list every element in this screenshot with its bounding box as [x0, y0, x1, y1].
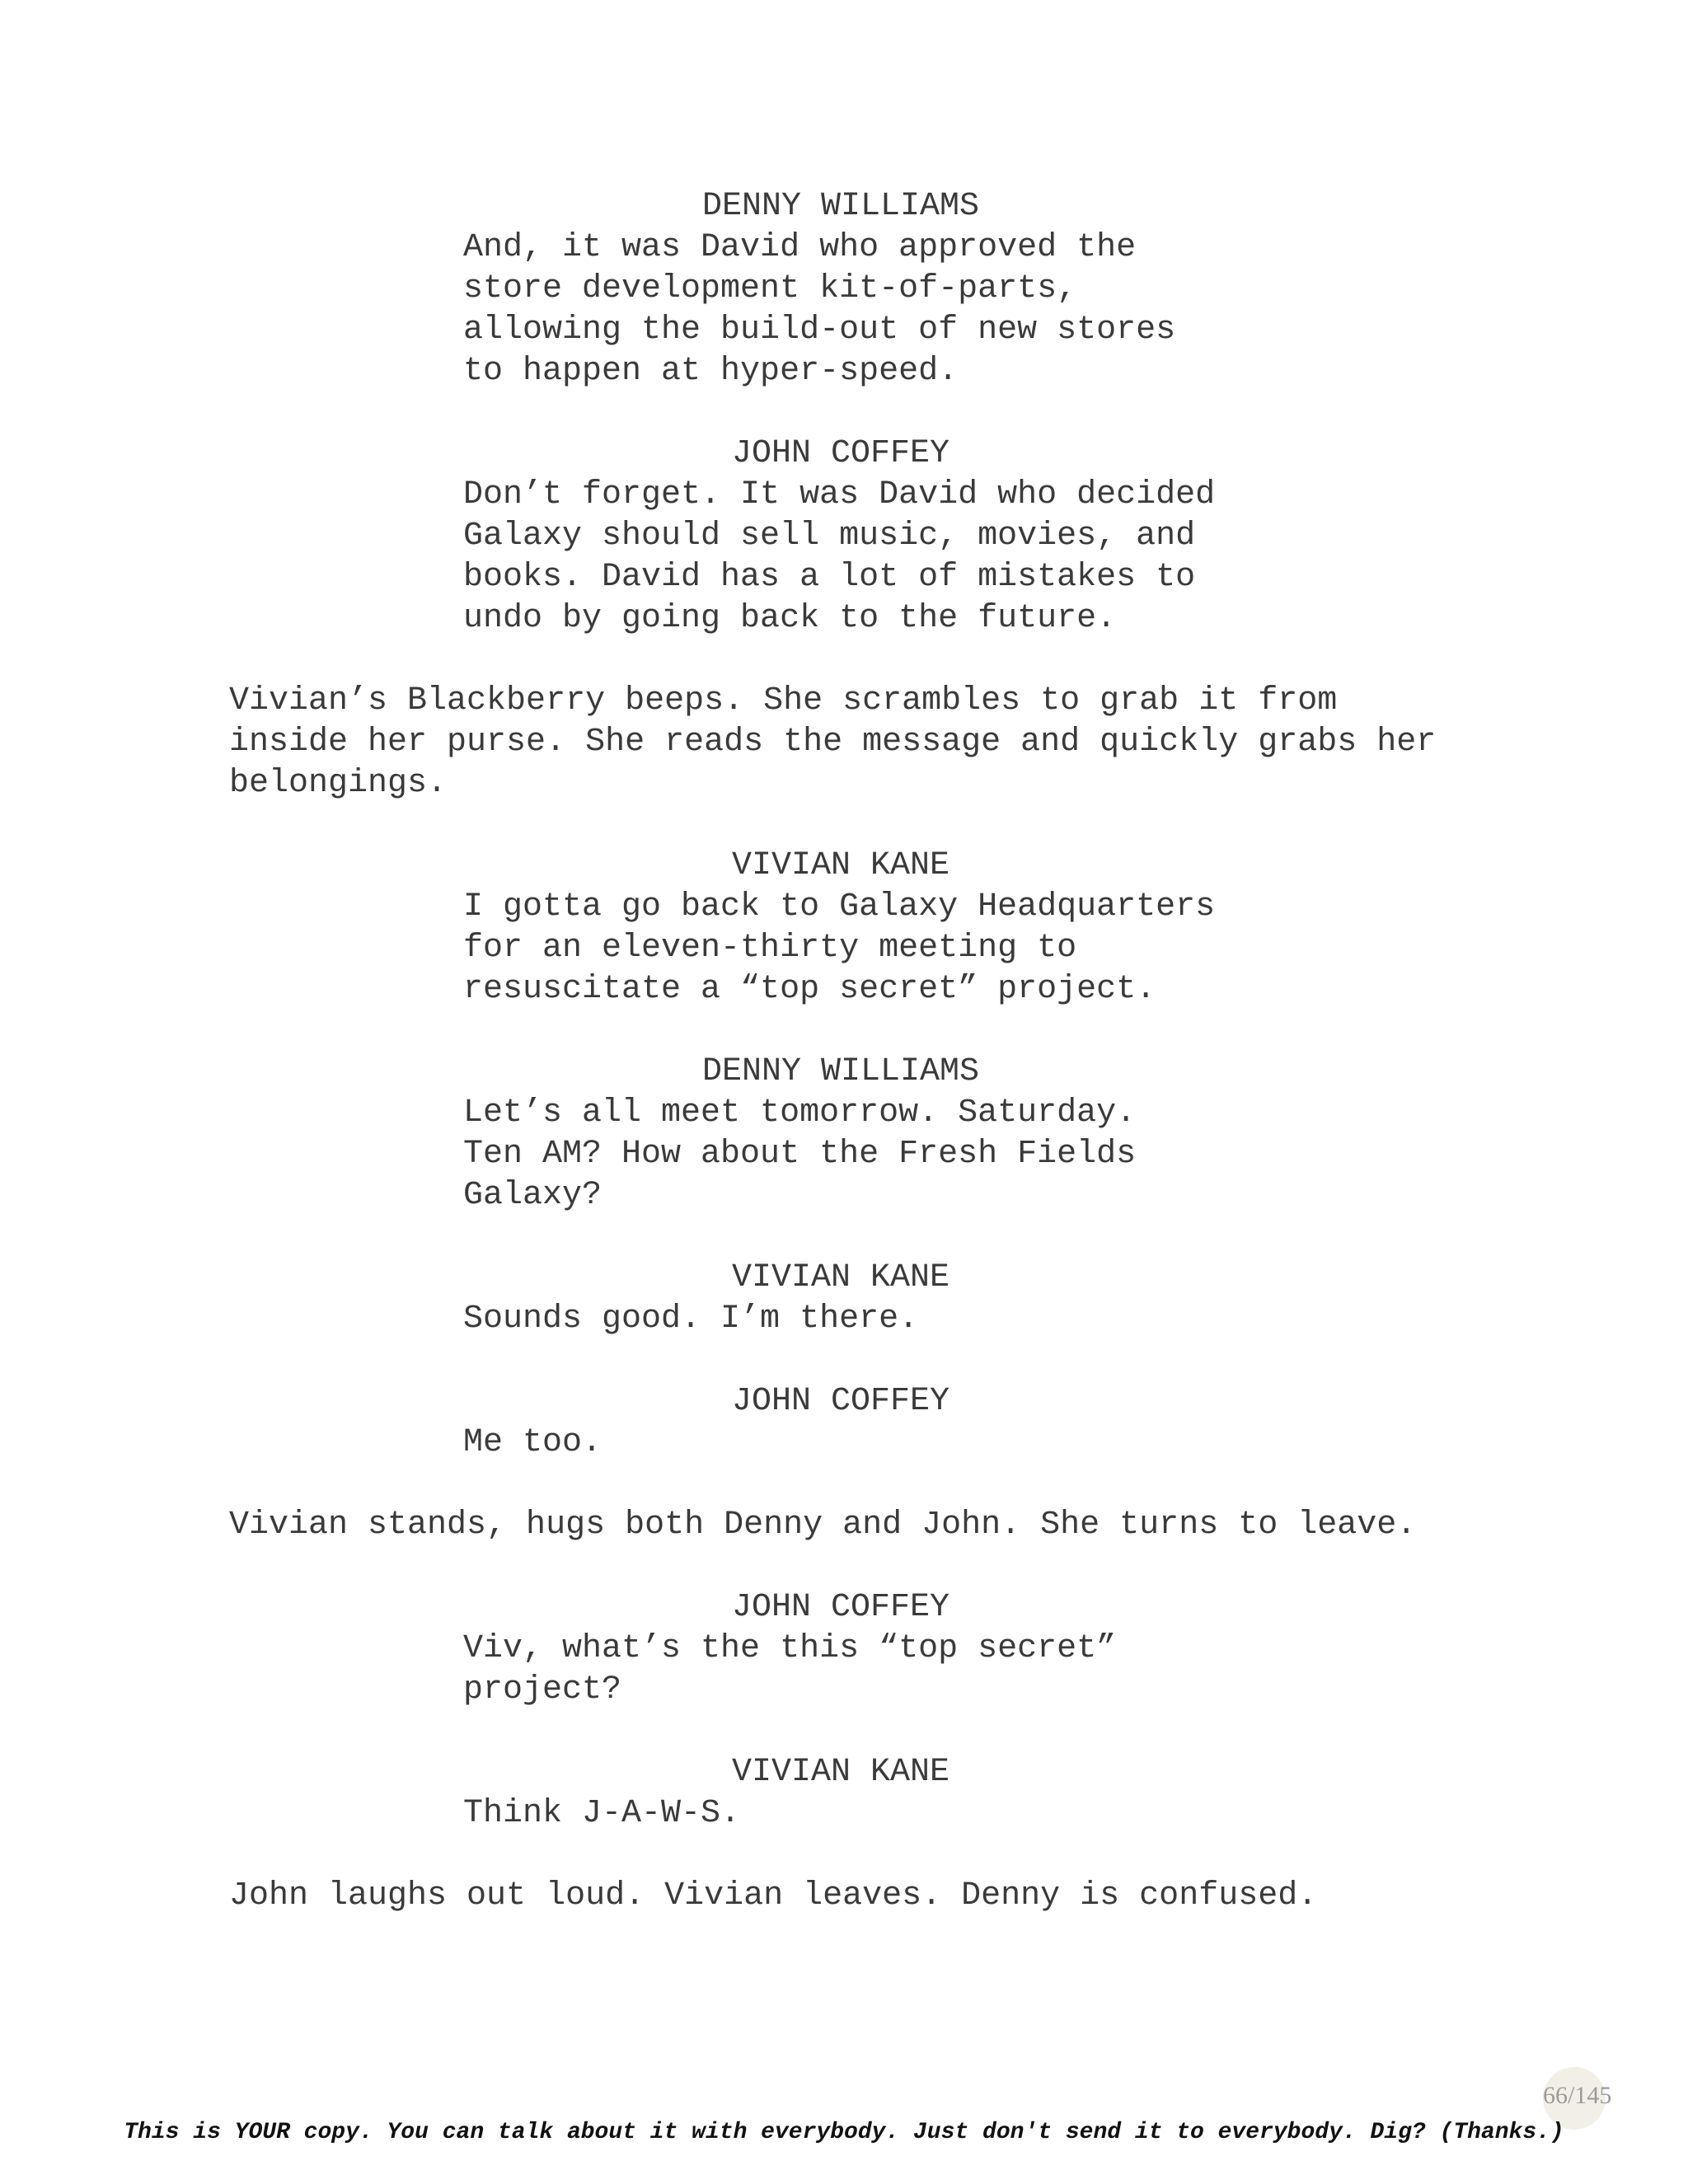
character-cue: JOHN COFFEY — [732, 1383, 950, 1420]
page-number: 66/145 — [1543, 2082, 1612, 2109]
dialogue-line: Think J-A-W-S. — [463, 1795, 741, 1832]
dialogue-line: allowing the build-out of new stores — [463, 312, 1176, 349]
character-cue: DENNY WILLIAMS — [702, 1053, 980, 1090]
action-line: belongings. — [229, 765, 448, 802]
character-cue: JOHN COFFEY — [732, 1589, 950, 1626]
dialogue-line: for an eleven-thirty meeting to — [463, 930, 1077, 967]
footer-note: This is YOUR copy. You can talk about it with everybody. Just don't send it to everybody. Dig? (Thanks.) — [124, 2120, 1564, 2145]
dialogue-line: Viv, what’s the this “top secret” — [463, 1630, 1117, 1667]
dialogue-line: Don’t forget. It was David who decided — [463, 476, 1216, 513]
dialogue-line: resuscitate a “top secret” project. — [463, 971, 1156, 1008]
dialogue-line: And, it was David who approved the — [463, 229, 1137, 266]
dialogue-line: books. David has a lot of mistakes to — [463, 559, 1196, 596]
dialogue-line: Sounds good. I’m there. — [463, 1301, 919, 1338]
action-line: John laughs out loud. Vivian leaves. Denny is confused. — [229, 1877, 1318, 1915]
dialogue-line: project? — [463, 1671, 622, 1708]
dialogue-line: Ten AM? How about the Fresh Fields — [463, 1136, 1137, 1173]
character-cue: DENNY WILLIAMS — [702, 188, 980, 225]
action-line: Vivian’s Blackberry beeps. She scrambles to grab it from — [229, 682, 1338, 719]
character-cue: VIVIAN KANE — [732, 847, 950, 884]
dialogue-line: undo by going back to the future. — [463, 600, 1117, 637]
action-line: Vivian stands, hugs both Denny and John. She turns to leave. — [229, 1507, 1417, 1544]
character-cue: VIVIAN KANE — [732, 1754, 950, 1791]
dialogue-line: Galaxy should sell music, movies, and — [463, 518, 1196, 555]
dialogue-line: to happen at hyper-speed. — [463, 353, 959, 390]
dialogue-line: Galaxy? — [463, 1177, 603, 1214]
dialogue-line: Let’s all meet tomorrow. Saturday. — [463, 1094, 1137, 1132]
character-cue: VIVIAN KANE — [732, 1259, 950, 1296]
character-cue: JOHN COFFEY — [732, 435, 950, 472]
dialogue-line: store development kit-of-parts, — [463, 270, 1077, 307]
action-line: inside her purse. She reads the message and quickly grabs her — [229, 724, 1437, 761]
dialogue-line: Me too. — [463, 1424, 603, 1461]
dialogue-line: I gotta go back to Galaxy Headquarters — [463, 888, 1216, 926]
